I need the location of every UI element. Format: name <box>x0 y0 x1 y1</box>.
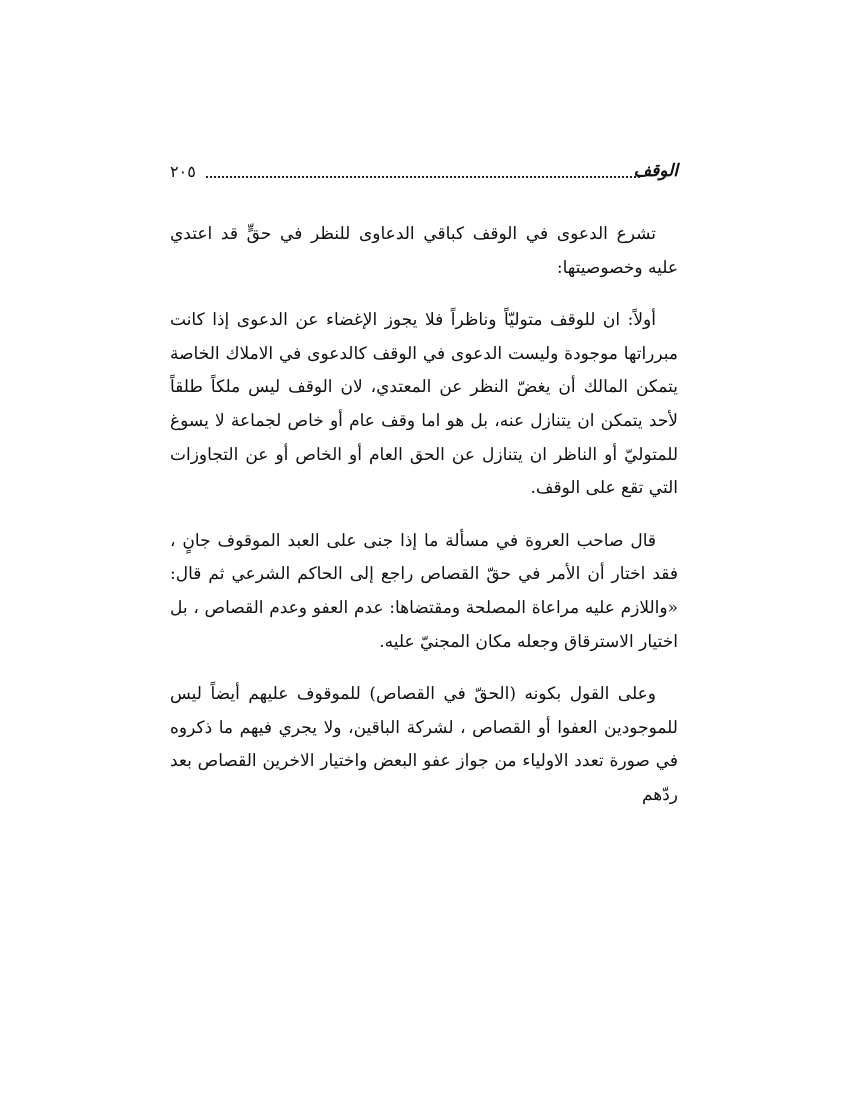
header-title: الوقف <box>630 163 678 180</box>
running-header <box>170 152 678 186</box>
page-number: ٢٠٥ <box>170 164 200 180</box>
paragraph-3: قال صاحب العروة في مسألة ما إذا جنى على العبد الموقوف جانٍ ، فقد اختار أن الأمر في حقّ القصاص راجع إلى الحاكم الشرعي ثم قال: «واللازم عليه مراعاة المصلحة ومقتضاها: عدم العفو وعدم القصاص ، بل اختيار الاسترقاق وجعله مكان المجنيّ عليه. <box>170 530 678 652</box>
page-body <box>170 218 678 832</box>
header-dotted-leader <box>206 176 640 178</box>
paragraph-1: تشرع الدعوى في الوقف كباقي الدعاوى للنظر في حقٍّ قد اعتدي عليه وخصوصيتها: <box>170 224 678 278</box>
paragraph-2: أولاً: ان للوقف متوليّاً وناظراً فلا يجوز الإغضاء عن الدعوى إذا كانت مبرراتها موجودة وليست الدعوى في الوقف كالدعوى في الاملاك الخاصة يتمكن المالك أن يغضّ النظر عن المعتدي، لان الوقف ليس ملكاً طلقاً لأحد يتمكن ان يتنازل عنه، بل هو اما وقف عام أو خاص لجماعة لا يسوغ للمتوليّ أو الناظر ان يتنازل عن الحق العام أو الخاص أو عن التجاوزات التي تقع على الوقف. <box>170 310 678 499</box>
paragraph-4: وعلى القول بكونه (الحقّ في القصاص) للموقوف عليهم أيضاً ليس للموجودين العفوا أو القصاص ، لشركة الباقين، ولا يجري فيهم ما ذكروه في صورة تعدد الاولياء من جواز عفو البعض واختيار الاخرين القصاص بعد ردّهم <box>170 684 678 805</box>
